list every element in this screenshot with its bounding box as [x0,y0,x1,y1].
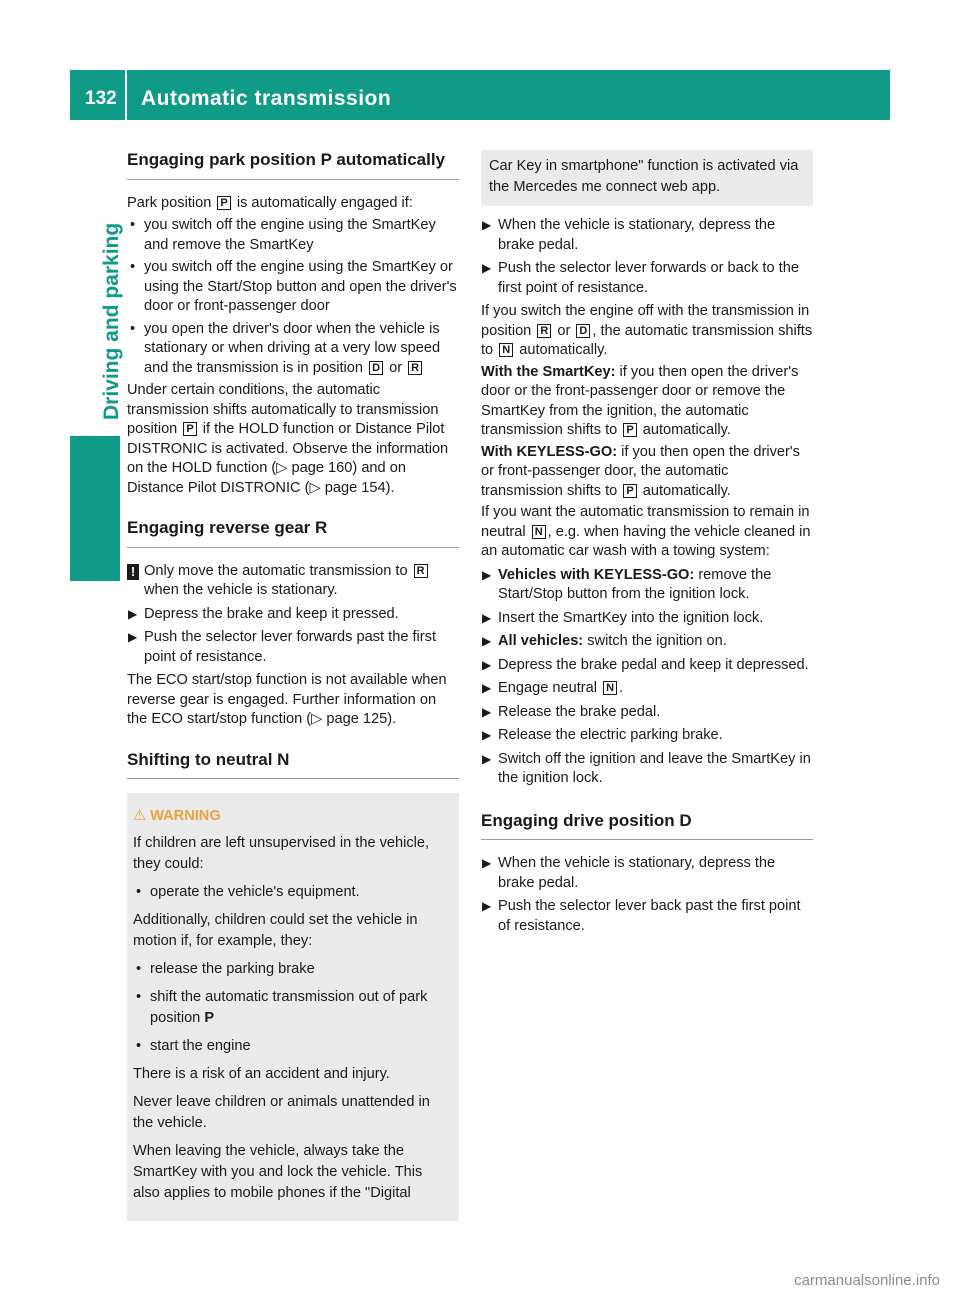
arrow-icon: ▶ [128,606,138,621]
paragraph: If you switch the engine off with the transmission in position R or D , the automatic transmission shifts to N automatically. [481,303,813,358]
warning-box [127,793,459,1221]
arrow-icon: ▶ [482,728,492,742]
arrow-icon: ▶ [482,751,492,766]
arrow-icon: ▶ [482,681,492,695]
gear-key-icon: R [408,361,422,375]
arrow-icon: ▶ [482,634,492,648]
gear-key-icon: P [623,423,636,437]
paragraph: If you want the automatic transmission to remain in neutral N , e.g. when having the vehicle cleaned in an automatic car wash with a towing system: [481,504,811,559]
paragraph: Park position P is automatically engaged if: [127,194,413,211]
warning-text: There is a risk of an accident and injury. [133,1065,390,1082]
arrow-icon: ▶ [482,261,492,275]
warning-text: If children are left unsupervised in the vehicle, they could: [133,834,430,872]
right-column [481,150,813,940]
gear-key-icon: P [183,422,196,436]
warning-text: Additionally, children could set the vehicle in motion if, for example, they: [133,911,418,949]
arrow-icon: ▶ [128,630,138,644]
side-tab-marker [70,436,120,581]
side-tab-label: Driving and parking [100,222,123,420]
list-item: • you switch off the engine using the SmartKey or using the Start/Stop button and open the driver's door or front-passenger door [127,258,459,317]
gear-key-icon: R [414,564,428,578]
step: ▶ Depress the brake pedal and keep it depressed. [481,656,813,676]
gear-key-icon: N [499,343,513,357]
gear-key-icon: N [532,525,546,539]
gear-key-icon: D [576,324,590,338]
step: ▶ Vehicles with KEYLESS-GO: remove the Start/Stop button from the ignition lock. [482,566,772,602]
list-item: • you open the driver's door when the vehicle is stationary or when driving at a very low speed and the transmission is in position D or R [127,320,459,379]
step: ▶ Engage neutral N . [481,679,813,699]
arrow-icon: ▶ [482,218,492,232]
section-title-neutral: Shifting to neutral N [127,750,459,780]
step: ▶ All vehicles: switch the ignition on. [481,632,813,652]
section-title-reverse: Engaging reverse gear R [127,518,459,548]
section-title-drive: Engaging drive position D [481,811,813,841]
arrow-icon: ▶ [482,856,492,870]
gear-key-icon: R [537,324,551,338]
arrow-icon: ▶ [482,657,492,672]
page-number: 132 [85,88,117,109]
list-item: • operate the vehicle's equipment. [133,882,451,903]
paragraph: The ECO start/stop function is not available when reverse gear is engaged. Further information on the ECO start/stop function (▷ page 125). [127,672,447,727]
arrow-icon: ▶ [482,567,492,582]
list-item: • release the parking brake [133,959,451,980]
paragraph: With the SmartKey: if you then open the driver's door or the front-passenger door or remove the SmartKey from the ignition, the automatic transmission shifts to P automatically. [481,363,799,438]
list-item: • start the engine [133,1036,451,1057]
paragraph: Under certain conditions, the automatic transmission shifts automatically to transmission position P if the HOLD function or Distance Pilot DISTRONIC is activated. Observe the information on the HOLD function (▷ page 160) and on Distance Pilot DISTRONIC (▷ page 154). [127,382,449,496]
warning-icon: ⚠ [133,808,151,824]
step: ▶ Depress the brake and keep it pressed. [127,605,459,625]
header-divider [125,70,127,120]
note: ! Only move the automatic transmission to R when the vehicle is stationary. [127,562,459,601]
section-title-park: Engaging park position P automatically [127,150,459,180]
step: ▶ Push the selector lever forwards past the first point of resistance. [128,629,437,665]
warning-continuation: Car Key in smartphone" function is activated via the Mercedes me connect web app. [481,150,813,206]
arrow-icon: ▶ [482,704,492,719]
step: ▶ Push the selector lever back past the first point of resistance. [482,898,801,934]
watermark: carmanualsonline.info [794,1272,940,1289]
warning-heading: ⚠ WARNING [133,808,221,824]
step: ▶ Insert the SmartKey into the ignition lock. [481,609,813,629]
exclamation-icon: ! [127,564,139,580]
warning-text: Never leave children or animals unattended in the vehicle. [133,1093,430,1131]
gear-key-icon: P [623,484,636,498]
gear-key-icon: N [603,681,617,695]
step: ▶ Release the brake pedal. [481,703,813,723]
step: ▶ When the vehicle is stationary, depress the brake pedal. [482,217,776,253]
step: ▶ Release the electric parking brake. [481,726,813,746]
warning-text: When leaving the vehicle, always take the SmartKey with you and lock the vehicle. This also applies to mobile phones if the "Digital [133,1142,423,1201]
step: ▶ Switch off the ignition and leave the SmartKey in the ignition lock. [482,750,811,786]
arrow-icon: ▶ [482,899,492,913]
step: ▶ Push the selector lever forwards or back to the first point of resistance. [482,260,799,296]
gear-key-icon: P [217,196,230,210]
list-item: • shift the automatic transmission out of park position P [133,987,451,1029]
step: ▶ When the vehicle is stationary, depress the brake pedal. [482,855,776,891]
arrow-icon: ▶ [482,610,492,625]
gear-key-icon: D [369,361,383,375]
chapter-title: Automatic transmission [141,87,392,110]
left-column [127,150,459,1221]
list-item: • you switch off the engine using the SmartKey and remove the SmartKey [127,216,459,255]
paragraph: With KEYLESS-GO: if you then open the driver's or front-passenger door, the automatic transmission shifts to P automatically. [481,443,800,499]
